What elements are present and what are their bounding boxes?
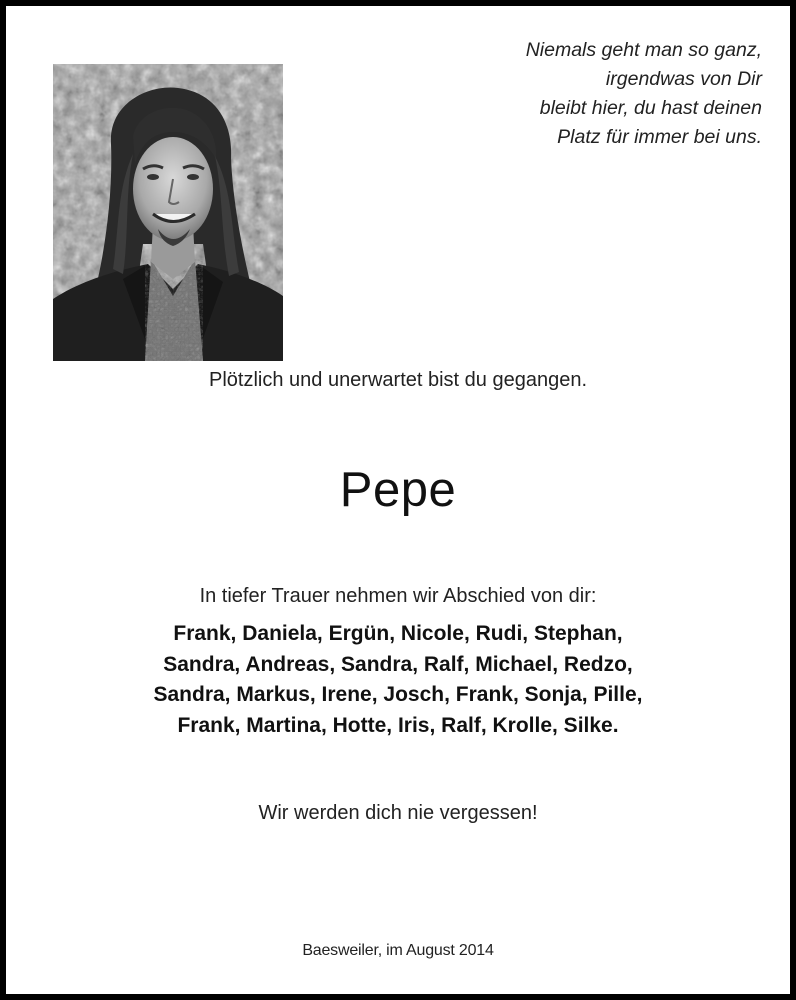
- portrait-photo-icon: [53, 64, 283, 361]
- farewell-text: In tiefer Trauer nehmen wir Abschied von dir:: [199, 585, 597, 607]
- mourner-line: Sandra, Markus, Irene, Josch, Frank, Sonja, Pille,: [153, 683, 643, 706]
- mourner-line: Sandra, Andreas, Sandra, Ralf, Michael, Redzo,: [163, 652, 633, 676]
- deceased-name: Pepe: [339, 463, 457, 517]
- poem-line: Niemals geht man so ganz,: [525, 39, 762, 61]
- poem-line: bleibt hier, du hast deinen: [539, 97, 762, 119]
- poem-verse: [402, 36, 762, 152]
- place-date: Baesweiler, im August 2014: [302, 942, 494, 959]
- portrait-photo: [53, 64, 283, 361]
- poem-line: irgendwas von Dir: [605, 68, 762, 90]
- poem-line: Platz für immer bei uns.: [557, 126, 762, 148]
- intro-text: Plötzlich und unerwartet bist du gegangen.: [208, 369, 588, 391]
- closing-text: Wir werden dich nie vergessen!: [258, 802, 538, 824]
- mourner-names: [0, 619, 796, 741]
- mourner-line: Frank, Daniela, Ergün, Nicole, Rudi, Stephan,: [173, 622, 623, 645]
- mourner-line: Frank, Martina, Hotte, Iris, Ralf, Krolle, Silke.: [177, 713, 619, 737]
